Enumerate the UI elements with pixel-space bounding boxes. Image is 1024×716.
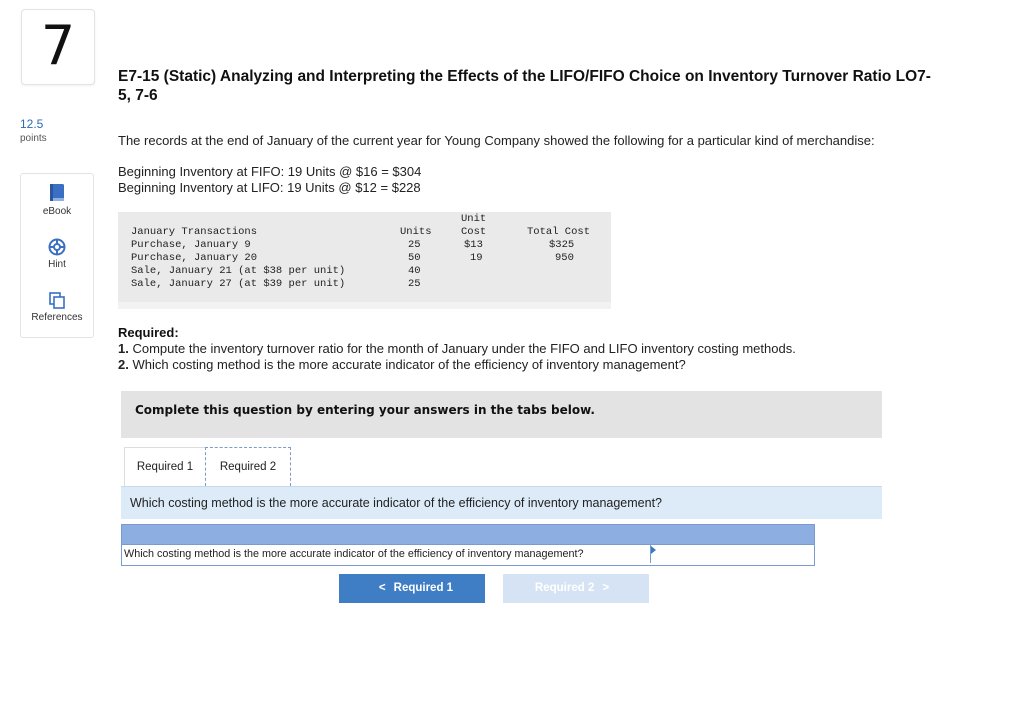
intro-text: The records at the end of January of the current year for Young Company showed the following for a particular kind of merchandise: xyxy=(118,133,875,148)
table-row-unit-cost: $13 xyxy=(464,239,483,251)
transactions-header: January Transactions xyxy=(131,226,258,238)
question-number: 7 xyxy=(40,14,76,77)
total-cost-header: Total Cost xyxy=(527,226,591,238)
table-row-desc: Purchase, January 9 xyxy=(131,239,251,251)
unit-cost-header-bottom: Cost xyxy=(461,226,487,238)
points-value: 12.5 xyxy=(20,117,44,131)
question-number-box xyxy=(21,9,95,85)
prev-button-label: Required 1 xyxy=(393,582,454,594)
table-row-units: 50 xyxy=(408,252,421,264)
next-button-label: Required 2 xyxy=(534,582,595,594)
beginning-lifo: Beginning Inventory at LIFO: 19 Units @ $12 = $228 xyxy=(118,180,421,195)
hint-tool[interactable] xyxy=(21,238,93,270)
table-row-total-cost: 950 xyxy=(555,252,574,264)
table-row-units: 40 xyxy=(408,265,421,277)
tab-required-1[interactable]: Required 1 xyxy=(124,447,206,486)
table-row-desc: Purchase, January 20 xyxy=(131,252,258,264)
lifebuoy-icon xyxy=(48,238,66,256)
next-required-button[interactable] xyxy=(503,574,649,603)
required-item-text: Compute the inventory turnover ratio for the month of January under the FIFO and LIFO inventory costing methods. xyxy=(132,341,796,356)
table-row-total-cost: $325 xyxy=(549,239,575,251)
side-tools-panel xyxy=(20,173,94,338)
tab-question-bar xyxy=(121,486,882,519)
table-row-desc: Sale, January 21 (at $38 per unit) xyxy=(131,265,346,277)
book-icon xyxy=(48,183,66,203)
required-item-text: Which costing method is the more accurate indicator of the efficiency of inventory management? xyxy=(132,357,686,372)
table-row-units: 25 xyxy=(408,239,421,251)
references-tool[interactable] xyxy=(21,291,93,323)
answer-row xyxy=(121,544,815,566)
instruction-text: Complete this question by entering your answers in the tabs below. xyxy=(135,403,595,417)
chevron-left-icon: < xyxy=(378,582,386,594)
answer-table-header xyxy=(121,524,815,546)
required-item-2 xyxy=(118,357,686,372)
dropdown-marker-icon xyxy=(651,546,656,554)
answer-row-question: Which costing method is the more accurate indicator of the efficiency of inventory management? xyxy=(124,548,584,560)
transactions-table xyxy=(118,212,611,309)
answer-dropdown[interactable] xyxy=(650,545,814,563)
problem-title: E7-15 (Static) Analyzing and Interpreting the Effects of the LIFO/FIFO Choice on Inventory Turnover Ratio LO7-5, 7-6 xyxy=(118,68,931,104)
instruction-banner xyxy=(121,391,882,438)
tab-question-text: Which costing method is the more accurate indicator of the efficiency of inventory management? xyxy=(130,496,662,510)
table-row-units: 25 xyxy=(408,278,421,290)
table-row-desc: Sale, January 27 (at $39 per unit) xyxy=(131,278,346,290)
beginning-fifo: Beginning Inventory at FIFO: 19 Units @ $16 = $304 xyxy=(118,164,422,179)
units-header: Units xyxy=(400,226,432,238)
required-item-num: 2. xyxy=(118,357,129,372)
copy-pages-icon xyxy=(48,291,66,309)
table-row-unit-cost: 19 xyxy=(470,252,483,264)
required-item-1 xyxy=(118,341,796,356)
tab-required-2[interactable]: Required 2 xyxy=(205,447,291,486)
unit-cost-header-top: Unit xyxy=(461,213,487,225)
ebook-label: eBook xyxy=(42,206,72,217)
ebook-tool[interactable] xyxy=(21,183,93,217)
chevron-right-icon: > xyxy=(602,582,610,594)
required-item-num: 1. xyxy=(118,341,129,356)
required-heading: Required: xyxy=(118,325,179,340)
prev-required-button[interactable] xyxy=(339,574,485,603)
references-label: References xyxy=(31,312,83,323)
hint-label: Hint xyxy=(48,259,66,270)
points-label: points xyxy=(20,133,47,144)
